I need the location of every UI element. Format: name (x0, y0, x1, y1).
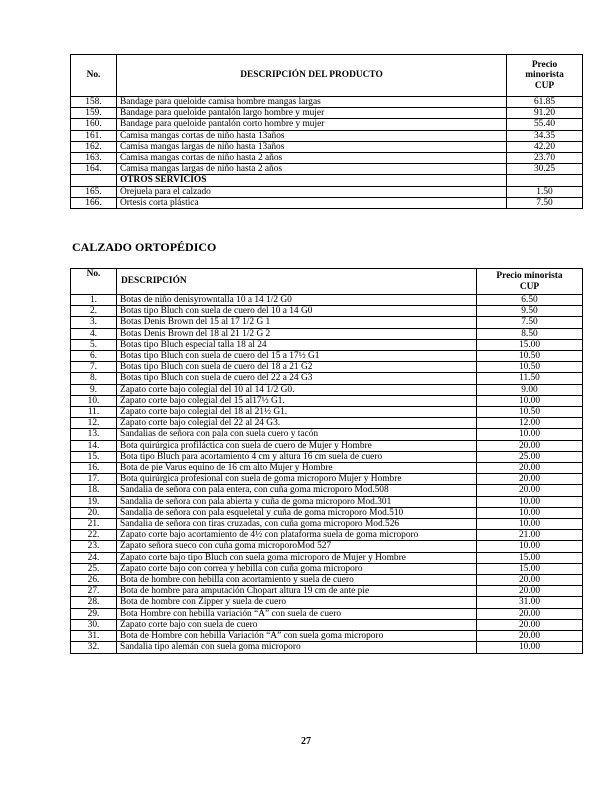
col-header-price (507, 55, 583, 97)
row-price: 20.00 (477, 631, 583, 642)
table-row (71, 141, 583, 152)
table-row (71, 351, 583, 362)
row-description: Camisa mangas largas de niño hasta 2 años (117, 164, 507, 175)
table-row (71, 384, 583, 395)
row-description: Bota de hombre para amputación Chopart altura 19 cm de ante pie (117, 586, 477, 597)
table-row (71, 485, 583, 496)
row-price: 9.00 (477, 384, 583, 395)
section-empty-cell (71, 175, 117, 186)
row-number: 31. (71, 631, 117, 642)
row-price: 20.00 (477, 440, 583, 451)
row-description: Botas tipo Bluch con suela de cuero del 10 a 14 G0 (117, 306, 477, 317)
row-price: 7.50 (477, 317, 583, 328)
row-description: Sandalias de señora con pala con suela cuero y tacón (117, 429, 477, 440)
row-number: 32. (71, 642, 117, 653)
section-label: OTROS SERVICIOS (117, 175, 507, 186)
row-description: Bota de pie Varus equino de 16 cm alto Mujer y Hombre (117, 463, 477, 474)
row-number: 11. (71, 407, 117, 418)
row-number: 21. (71, 519, 117, 530)
row-price: 1.50 (507, 186, 583, 197)
row-price: 10.00 (477, 519, 583, 530)
table-row (71, 119, 583, 130)
table-row (71, 395, 583, 406)
table-row (71, 496, 583, 507)
table-row (71, 575, 583, 586)
table-row (71, 418, 583, 429)
row-description: Zapato corte bajo colegial del 15 al17½ G1. (117, 395, 477, 406)
row-number: 8. (71, 373, 117, 384)
row-number: 10. (71, 395, 117, 406)
row-number: 26. (71, 575, 117, 586)
price-table-products (70, 54, 583, 209)
row-price: 7.50 (507, 197, 583, 208)
row-description: Bota de Hombre con hebilla Variación “A” con suela goma microporo (117, 631, 477, 642)
table-row (71, 597, 583, 608)
section-heading: CALZADO ORTOPÉDICO (72, 240, 217, 254)
section-row (71, 175, 583, 186)
table-row (71, 519, 583, 530)
table-row (71, 197, 583, 208)
row-number: 17. (71, 474, 117, 485)
table-row (71, 97, 583, 108)
row-description: Camisa mangas largas de niño hasta 13años (117, 141, 507, 152)
col-header-price-line2: minorista (525, 70, 564, 81)
table-row (71, 619, 583, 630)
row-price: 34.35 (507, 130, 583, 141)
table-row (71, 631, 583, 642)
row-price: 10.00 (477, 429, 583, 440)
table-row (71, 362, 583, 373)
row-description: Zapato corte bajo con correa y hebilla con cuña goma microporo (117, 563, 477, 574)
row-description: Bandage para queloide camisa hombre mangas largas (117, 97, 507, 108)
row-price: 10.00 (477, 395, 583, 406)
row-number: 2. (71, 306, 117, 317)
table-row (71, 608, 583, 619)
table-row (71, 186, 583, 197)
table-row (71, 130, 583, 141)
row-number: 20. (71, 507, 117, 518)
table-row (71, 429, 583, 440)
row-price: 20.00 (477, 586, 583, 597)
row-number: 1. (71, 295, 117, 306)
row-description: Bota quirúrgica profesional con suela de goma microporo Mujer y Hombre (117, 474, 477, 485)
row-number: 27. (71, 586, 117, 597)
row-price: 25.00 (477, 451, 583, 462)
row-price: 10.00 (477, 541, 583, 552)
row-description: Sandalia de señora con pala entera, con cuña goma microporo Mod.508 (117, 485, 477, 496)
row-price: 15.00 (477, 552, 583, 563)
row-description: Zapato corte bajo colegial del 18 al 21½ G1. (117, 407, 477, 418)
row-number: 9. (71, 384, 117, 395)
row-price: 30.25 (507, 164, 583, 175)
table-row (71, 563, 583, 574)
row-price: 55.40 (507, 119, 583, 130)
row-price: 20.00 (477, 575, 583, 586)
table-row (71, 474, 583, 485)
row-description: Bota de hombre con hebilla con acortamiento y suela de cuero (117, 575, 477, 586)
row-number: 162. (71, 141, 117, 152)
row-price: 6.50 (477, 295, 583, 306)
row-description: Zapato corte bajo colegial del 10 al 14 1/2 G0. (117, 384, 477, 395)
row-price: 20.00 (477, 619, 583, 630)
table-row (71, 463, 583, 474)
table-row (71, 440, 583, 451)
row-number: 160. (71, 119, 117, 130)
row-number: 4. (71, 328, 117, 339)
row-number: 161. (71, 130, 117, 141)
row-price: 21.00 (477, 530, 583, 541)
table-row (71, 642, 583, 653)
row-description: Zapato corte bajo acortamiento de 4½ con plataforma suela de goma microporo (117, 530, 477, 541)
row-description: Bota Hombre con hebilla variación “A” con suela de cuero (117, 608, 477, 619)
row-price: 61.85 (507, 97, 583, 108)
table-row (71, 407, 583, 418)
row-description: Camisa mangas cortas de niño hasta 13años (117, 130, 507, 141)
table-row (71, 541, 583, 552)
row-description: Sandalia tipo alemán con suela goma microporo (117, 642, 477, 653)
row-description: Bota tipo Bluch para acortamiento 4 cm y altura 16 cm suela de cuero (117, 451, 477, 462)
table-row (71, 339, 583, 350)
table-row (71, 295, 583, 306)
row-price: 15.00 (477, 339, 583, 350)
table2-body (71, 295, 583, 654)
row-price: 10.50 (477, 351, 583, 362)
row-description: Zapato señora sueco con cuña goma microporoMod 527 (117, 541, 477, 552)
row-description: Bandage para queloide pantalón corto hombre y mujer (117, 119, 507, 130)
table-row (71, 317, 583, 328)
row-number: 165. (71, 186, 117, 197)
row-number: 14. (71, 440, 117, 451)
row-price: 10.00 (477, 507, 583, 518)
row-number: 13. (71, 429, 117, 440)
table-row (71, 328, 583, 339)
row-description: Botas tipo Bluch con suela de cuero del 15 a 17½ G1 (117, 351, 477, 362)
row-number: 6. (71, 351, 117, 362)
section-empty-cell (507, 175, 583, 186)
table-row (71, 507, 583, 518)
row-number: 29. (71, 608, 117, 619)
row-description: Sandalia de señora con pala esqueletal y cuña de goma microporo Mod.510 (117, 507, 477, 518)
row-number: 22. (71, 530, 117, 541)
row-description: Ortesis corta plástica (117, 197, 507, 208)
row-number: 28. (71, 597, 117, 608)
table-row (71, 586, 583, 597)
row-description: Bota de hombre con Zipper y suela de cuero (117, 597, 477, 608)
row-price: 20.00 (477, 485, 583, 496)
row-description: Zapato corte bajo con suela de cuero (117, 619, 477, 630)
row-number: 166. (71, 197, 117, 208)
row-description: Zapato corte bajo tipo Bluch con suela goma microporo de Mujer y Hombre (117, 552, 477, 563)
row-number: 159. (71, 108, 117, 119)
row-number: 16. (71, 463, 117, 474)
row-description: Sandalia de señora con pala abierta y cuña de goma microporo Mod.301 (117, 496, 477, 507)
price-table-orthopedic-footwear (70, 268, 583, 654)
row-price: 15.00 (477, 563, 583, 574)
table-row (71, 164, 583, 175)
row-description: Botas tipo Bluch con suela de cuero del 22 a 24 G3 (117, 373, 477, 384)
row-description: Bandage para queloide pantalón largo hombre y mujer (117, 108, 507, 119)
row-number: 23. (71, 541, 117, 552)
col-header-price-line1: Precio minorista (496, 271, 563, 282)
row-price: 20.00 (477, 463, 583, 474)
row-description: Orejuela para el calzado (117, 186, 507, 197)
row-description: Botas Denis Brown del 15 al 17 1/2 G 1 (117, 317, 477, 328)
row-price: 8.50 (477, 328, 583, 339)
row-description: Botas Denis Brown del 18 al 21 1/2 G 2 (117, 328, 477, 339)
page-number: 27 (301, 736, 311, 747)
row-number: 12. (71, 418, 117, 429)
row-number: 164. (71, 164, 117, 175)
row-number: 5. (71, 339, 117, 350)
row-price: 12.00 (477, 418, 583, 429)
row-description: Botas tipo Bluch especial talla 18 al 24 (117, 339, 477, 350)
table-row (71, 373, 583, 384)
row-number: 24. (71, 552, 117, 563)
row-number: 15. (71, 451, 117, 462)
table-row (71, 108, 583, 119)
row-price: 42.20 (507, 141, 583, 152)
row-price: 20.00 (477, 474, 583, 485)
row-price: 91.20 (507, 108, 583, 119)
row-number: 163. (71, 153, 117, 164)
row-number: 25. (71, 563, 117, 574)
row-description: Bota quirúrgica profiláctica con suela de cuero de Mujer y Hombre (117, 440, 477, 451)
col-header-no: No. (71, 55, 117, 97)
table-row (71, 451, 583, 462)
col-header-price-line2: CUP (519, 281, 540, 292)
row-price: 10.00 (477, 642, 583, 653)
row-description: Sandalia de señora con tiras cruzadas, con cuña goma microporo Mod.526 (117, 519, 477, 530)
row-description: Botas tipo Bluch con suela de cuero del 18 a 21 G2 (117, 362, 477, 373)
table1-body (71, 97, 583, 209)
row-price: 23.70 (507, 153, 583, 164)
table-row (71, 530, 583, 541)
row-description: Botas de niño denisyrowntalla 10 a 14 1/2 G0 (117, 295, 477, 306)
row-price: 31.00 (477, 597, 583, 608)
row-number: 7. (71, 362, 117, 373)
row-price: 20.00 (477, 608, 583, 619)
row-description: Camisa mangas cortas de niño hasta 2 años (117, 153, 507, 164)
table-row (71, 552, 583, 563)
table-row (71, 153, 583, 164)
row-number: 18. (71, 485, 117, 496)
col-header-description: DESCRIPCIÓN (117, 269, 477, 295)
col-header-no: No. (71, 269, 117, 295)
row-number: 3. (71, 317, 117, 328)
row-price: 11.50 (477, 373, 583, 384)
col-header-price-line3: CUP (534, 80, 555, 91)
table-row (71, 306, 583, 317)
row-price: 10.00 (477, 496, 583, 507)
row-price: 10.50 (477, 362, 583, 373)
row-description: Zapato corte bajo colegial del 22 al 24 G3. (117, 418, 477, 429)
row-number: 158. (71, 97, 117, 108)
row-price: 9.50 (477, 306, 583, 317)
col-header-price (477, 269, 583, 295)
row-number: 19. (71, 496, 117, 507)
col-header-price-line1: Precio (531, 60, 558, 71)
row-number: 30. (71, 619, 117, 630)
row-price: 10.50 (477, 407, 583, 418)
col-header-description: DESCRIPCIÓN DEL PRODUCTO (117, 55, 507, 97)
